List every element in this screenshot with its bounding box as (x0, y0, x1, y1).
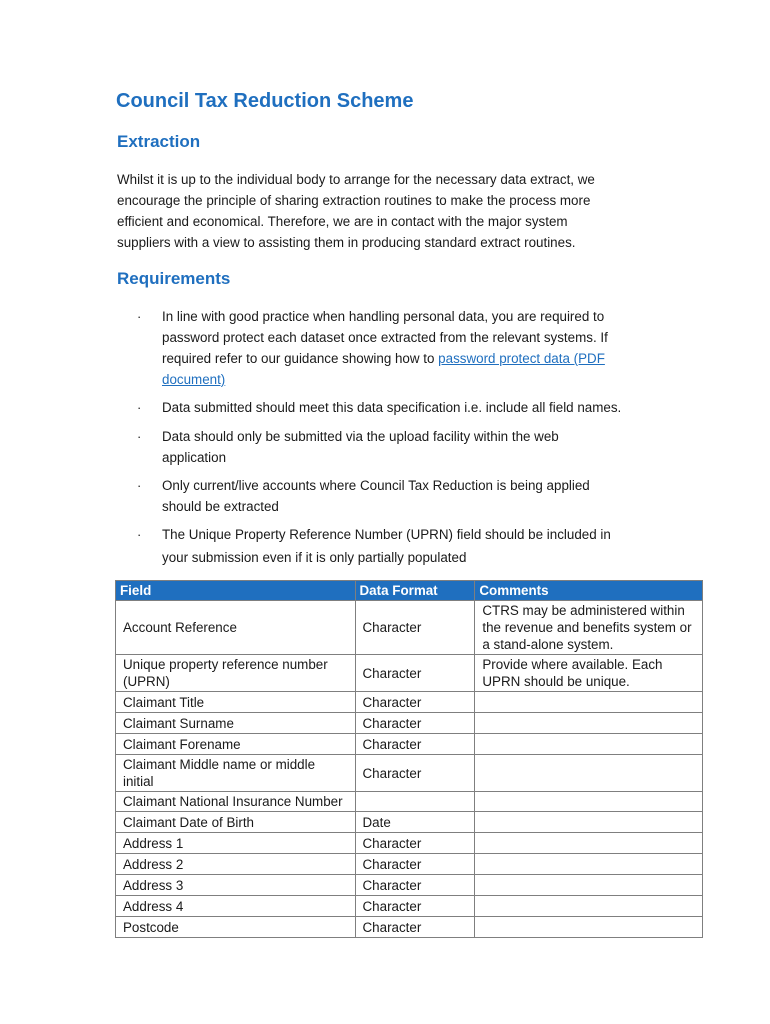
extraction-heading: Extraction (117, 132, 201, 151)
cell-field: Claimant Surname (116, 713, 356, 734)
paragraph-line: suppliers with a view to assisting them in producing standard extract routines. (117, 235, 576, 250)
cell-format: Character (355, 734, 475, 755)
cell-comments (475, 792, 703, 812)
cell-field: Address 4 (116, 896, 356, 917)
cell-field: Address 1 (116, 833, 356, 854)
cell-comments (475, 917, 703, 938)
cell-comments (475, 692, 703, 713)
bullet-icon: · (137, 309, 142, 324)
requirement-line: password protect each dataset once extracted from the relevant systems. If (162, 330, 608, 345)
cell-field: Claimant Forename (116, 734, 356, 755)
cell-format: Character (355, 896, 475, 917)
table-row (116, 896, 703, 917)
requirement-line: application (162, 450, 227, 465)
header-comments: Comments (475, 581, 703, 601)
cell-field: Claimant Date of Birth (116, 812, 356, 833)
cell-comments (475, 734, 703, 755)
cell-comments (475, 854, 703, 875)
cell-field: Account Reference (116, 601, 356, 655)
paragraph-line: efficient and economical. Therefore, we are in contact with the major system (117, 214, 568, 229)
table-row (116, 812, 703, 833)
requirement-line: Only current/live accounts where Council Tax Reduction is being applied (162, 478, 590, 493)
cell-format (355, 792, 475, 812)
cell-format: Character (355, 655, 475, 692)
bullet-icon: · (137, 400, 142, 415)
cell-comments (475, 833, 703, 854)
table-row (116, 792, 703, 812)
cell-field: Claimant Middle name or middle initial (116, 755, 356, 792)
cell-field: Address 2 (116, 854, 356, 875)
data-specification-table (115, 580, 703, 938)
cell-format: Character (355, 601, 475, 655)
cell-format: Character (355, 713, 475, 734)
requirement-text (162, 524, 662, 568)
table-row (116, 833, 703, 854)
requirement-line: In line with good practice when handling personal data, you are required to (162, 309, 605, 324)
requirement-line: your submission even if it is only partially populated (162, 550, 467, 565)
table-row (116, 655, 703, 692)
table-row (116, 917, 703, 938)
cell-comments (475, 812, 703, 833)
cell-comments: CTRS may be administered within the revenue and benefits system or a stand-alone system. (475, 601, 703, 655)
table-row (116, 601, 703, 655)
extraction-paragraph (117, 169, 657, 253)
table-row (116, 875, 703, 896)
requirement-line: The Unique Property Reference Number (UPRN) field should be included in (162, 527, 611, 542)
cell-field: Postcode (116, 917, 356, 938)
cell-comments (475, 896, 703, 917)
cell-comments (475, 755, 703, 792)
paragraph-line: Whilst it is up to the individual body to arrange for the necessary data extract, we (117, 172, 595, 187)
requirement-text (162, 426, 662, 468)
bullet-icon: · (137, 429, 142, 444)
paragraph-line: encourage the principle of sharing extraction routines to make the process more (117, 193, 591, 208)
cell-format: Character (355, 755, 475, 792)
cell-field: Claimant Title (116, 692, 356, 713)
cell-format: Character (355, 875, 475, 896)
password-protect-link[interactable]: password protect data (PDF (438, 351, 605, 366)
requirement-text (162, 306, 662, 390)
document-title: Council Tax Reduction Scheme (116, 90, 414, 112)
bullet-icon: · (137, 527, 142, 542)
requirement-text (162, 397, 662, 418)
cell-format: Date (355, 812, 475, 833)
table-row (116, 713, 703, 734)
requirement-line: should be extracted (162, 499, 279, 514)
cell-format: Character (355, 854, 475, 875)
cell-field: Claimant National Insurance Number (116, 792, 356, 812)
requirement-line: Data submitted should meet this data specification i.e. include all field names. (162, 400, 622, 415)
bullet-icon: · (137, 478, 142, 493)
table-row (116, 854, 703, 875)
table-header-row (116, 581, 703, 601)
requirement-line-text: required refer to our guidance showing how to (162, 351, 439, 366)
cell-comments (475, 875, 703, 896)
header-field: Field (116, 581, 356, 601)
requirement-line (162, 348, 662, 369)
cell-field: Address 3 (116, 875, 356, 896)
header-data-format: Data Format (355, 581, 475, 601)
cell-format: Character (355, 833, 475, 854)
cell-comments (475, 713, 703, 734)
requirement-line: Data should only be submitted via the upload facility within the web (162, 429, 559, 444)
table-row (116, 755, 703, 792)
table-row (116, 692, 703, 713)
cell-format: Character (355, 917, 475, 938)
requirements-heading: Requirements (117, 269, 231, 288)
cell-format: Character (355, 692, 475, 713)
requirement-line (162, 369, 662, 390)
cell-field: Unique property reference number (UPRN) (116, 655, 356, 692)
cell-comments: Provide where available. Each UPRN should be unique. (475, 655, 703, 692)
password-protect-link-continued[interactable]: document) (162, 372, 226, 387)
requirement-text (162, 475, 662, 517)
table-row (116, 734, 703, 755)
